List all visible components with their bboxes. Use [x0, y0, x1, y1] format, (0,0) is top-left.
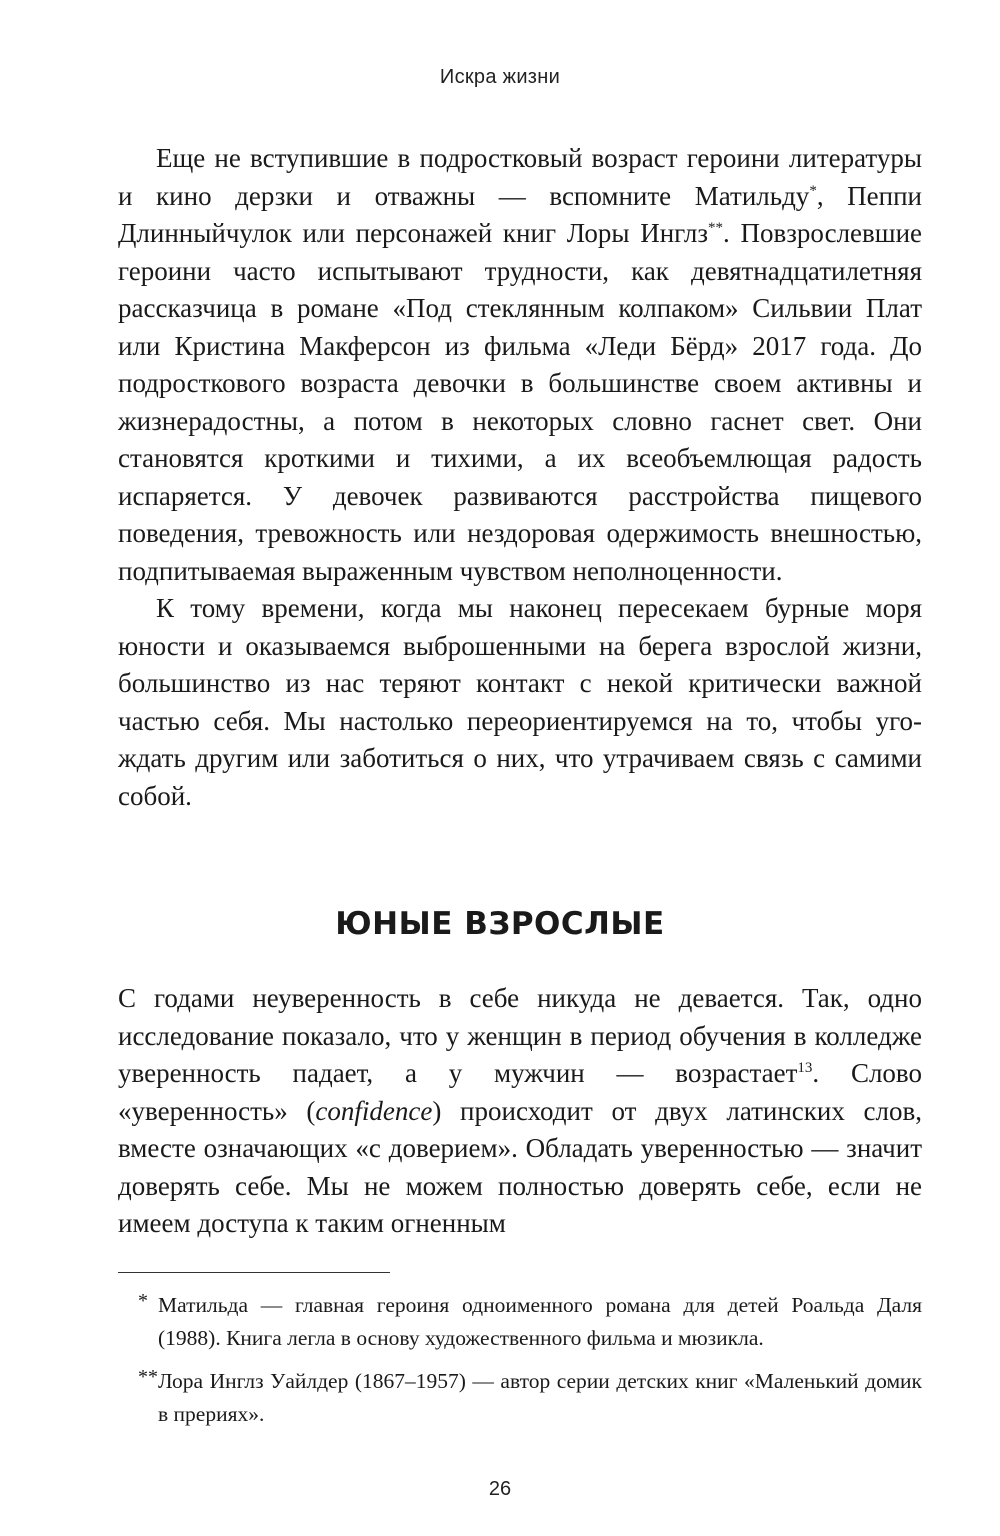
- section-body-text: [118, 980, 922, 1243]
- footnote-mark: *: [138, 1290, 148, 1312]
- footnote-marker: *: [809, 182, 817, 199]
- footnote-text: Лора Инглз Уайлдер (1867–1957) — автор серии детских книг «Маленький домик в прериях».: [158, 1369, 922, 1426]
- reference-number: 13: [797, 1060, 813, 1076]
- paragraph-text: ) происходит от двух латинских слов, вместе означающих «с доверием». Обладать уверенностью — значит доверять себе. Мы не можем полностью доверять себе, если не имеем доступа к таким огненным: [118, 1095, 923, 1238]
- footnote-mark: **: [138, 1366, 158, 1388]
- footnote-text: Матильда — главная героиня одноименного романа для детей Роальда Даля (1988). Книга легла в основу художественного фильма и мюзикла.: [158, 1293, 922, 1350]
- footnote: [118, 1365, 922, 1431]
- paragraph: [118, 980, 922, 1243]
- running-head: Искра жизни: [439, 66, 561, 88]
- paragraph-text: . Повзрослевшие героини часто испытывают трудности, как девятнадцатилетняя рассказчица в романе «Под стеклянным колпаком» Сильвии Плат или Кристина Макферсон из фильма «Леди Бёрд» 2017 года. До подросткового возраста девочки в большинстве своем активны и жизнерадостны, а потом в некоторых словно гаснет свет. Они становятся кроткими и тихими, а их всеобъемлющая радость испаряется. У девочек развиваются расстройства пищевого поведения, тревожность или нездоровая одержимость внешностью, подпитываемая выраженным чувством неполноценности.: [118, 218, 922, 586]
- section-heading: ЮНЫЕ ВЗРОСЛЫЕ: [335, 906, 665, 942]
- footnote-marker: **: [708, 220, 724, 236]
- paragraph-text: С годами неуверенность в себе никуда не девается. Так, одно исследование показало, что у женщин в период обучения в колледже уверенность падает, а у мужчин — возрастает: [118, 983, 922, 1088]
- footnote: [118, 1289, 922, 1355]
- paragraph: [118, 140, 922, 590]
- paragraph-text: , Пеппи Длинныйчулок или персонажей книг Лоры Инглз: [118, 180, 922, 248]
- paragraph: К тому времени, когда мы наконец пересекаем бурные моря юности и оказываемся выброшенными на берега взрослой жизни, большинство из нас теряют контакт с некой критически важной частью себя. Мы настолько переориентируемся на то, чтобы угождать другим или заботиться о них, что утрачиваем связь с самими собой.: [118, 593, 922, 811]
- footnotes: [118, 1289, 922, 1441]
- italic-term: confidence: [315, 1095, 433, 1126]
- body-text-block: [118, 140, 922, 815]
- footnote-separator: [118, 1272, 390, 1273]
- page-number: 26: [488, 1478, 512, 1500]
- paragraph-text: . Слово «уверенность» (: [118, 1058, 922, 1126]
- paragraph-text: Еще не вступившие в подростковый возраст героини литературы и кино дерзки и отважны — вспомните Матильду: [118, 143, 922, 211]
